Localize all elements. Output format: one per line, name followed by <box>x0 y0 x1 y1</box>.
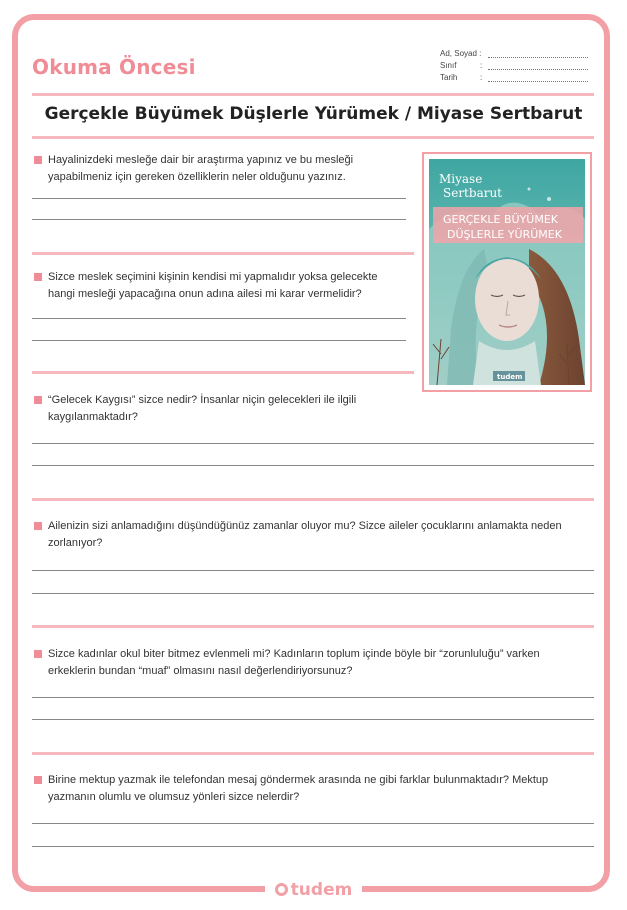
book-cover-image <box>429 159 585 385</box>
question-text: kaygılanmaktadır? <box>48 411 138 423</box>
question-3 <box>34 392 356 426</box>
question-2 <box>34 269 378 303</box>
answer-line[interactable] <box>32 219 406 220</box>
cover-publisher: tudem <box>497 373 523 381</box>
section-title: Okuma Öncesi <box>32 55 196 79</box>
date-blank <box>488 73 588 82</box>
class-field[interactable] <box>440 58 588 70</box>
question-text: “Gelecek Kaygısı” sizce nedir? İnsanlar niçin gelecekleri ile ilgili <box>48 394 357 406</box>
cover-author-line1: Miyase <box>439 172 483 186</box>
bullet-square-icon <box>34 156 42 164</box>
divider <box>32 498 594 501</box>
question-text: zorlanıyor? <box>48 537 103 549</box>
date-label: Tarih <box>440 73 458 82</box>
class-colon: : <box>480 61 483 70</box>
book-cover <box>422 152 592 392</box>
answer-line[interactable] <box>32 570 594 571</box>
answer-line[interactable] <box>32 443 594 444</box>
answer-line[interactable] <box>32 823 594 824</box>
question-4 <box>34 518 562 552</box>
tudem-logo-icon <box>275 883 288 896</box>
bullet-square-icon <box>34 522 42 530</box>
date-colon: : <box>480 73 483 82</box>
answer-line[interactable] <box>32 198 406 199</box>
class-blank <box>488 61 588 70</box>
student-info <box>440 46 588 82</box>
question-text: yazmanın olumlu ve olumsuz yönleri sizce nelerdir? <box>48 791 300 803</box>
book-title: Gerçekle Büyümek Düşlerle Yürümek / Miyase Sertbarut <box>44 104 583 124</box>
question-text: Sizce kadınlar okul biter bitmez evlenmeli mi? Kadınların toplum içinde böyle bir “zorunluluğu” varken <box>48 648 540 660</box>
question-text: Sizce meslek seçimini kişinin kendisi mi yapmalıdır yoksa gelecekte <box>48 271 378 283</box>
divider <box>32 625 594 628</box>
bullet-square-icon <box>34 396 42 404</box>
divider <box>32 252 414 255</box>
question-1 <box>34 152 353 186</box>
publisher-logo-text: tudem <box>290 880 353 900</box>
name-field[interactable] <box>440 46 588 58</box>
question-text: Hayalinizdeki mesleğe dair bir araştırma yapınız ve bu mesleği <box>48 154 354 166</box>
answer-line[interactable] <box>32 719 594 720</box>
divider <box>32 371 414 374</box>
cover-author-line2: Sertbarut <box>443 186 503 200</box>
cover-title-line2: DÜŞLERLE YÜRÜMEK <box>447 228 562 241</box>
question-text: Birine mektup yazmak ile telefondan mesaj göndermek arasında ne gibi farklar bulunmaktadır? Mektup <box>48 774 549 786</box>
question-text: hangi mesleği yapacağına onun adına ailesi mi karar vermelidir? <box>48 288 362 300</box>
divider <box>32 136 594 139</box>
question-5 <box>34 646 540 680</box>
cover-title-line1: GERÇEKLE BÜYÜMEK <box>443 213 559 226</box>
bullet-square-icon <box>34 650 42 658</box>
answer-line[interactable] <box>32 318 406 319</box>
answer-line[interactable] <box>32 846 594 847</box>
divider <box>32 752 594 755</box>
question-text: yapabilmeniz için gereken özelliklerin neler olduğunu yazınız. <box>48 171 346 183</box>
answer-line[interactable] <box>32 340 406 341</box>
page-frame <box>12 14 610 892</box>
name-blank <box>488 49 588 58</box>
name-label: Ad, Soyad : <box>440 49 482 58</box>
class-label: Sınıf <box>440 61 457 70</box>
date-field[interactable] <box>440 70 588 82</box>
question-text: erkeklerin bundan “muaf” olmasını nasıl değerlendiriyorsunuz? <box>48 665 353 677</box>
question-6 <box>34 772 548 806</box>
publisher-logo <box>0 880 627 900</box>
bullet-square-icon <box>34 776 42 784</box>
divider <box>32 93 594 96</box>
answer-line[interactable] <box>32 697 594 698</box>
answer-line[interactable] <box>32 593 594 594</box>
question-text: Ailenizin sizi anlamadığını düşündüğünüz zamanlar oluyor mu? Sizce aileler çocuklarını anlamakta neden <box>48 520 562 532</box>
answer-line[interactable] <box>32 465 594 466</box>
bullet-square-icon <box>34 273 42 281</box>
